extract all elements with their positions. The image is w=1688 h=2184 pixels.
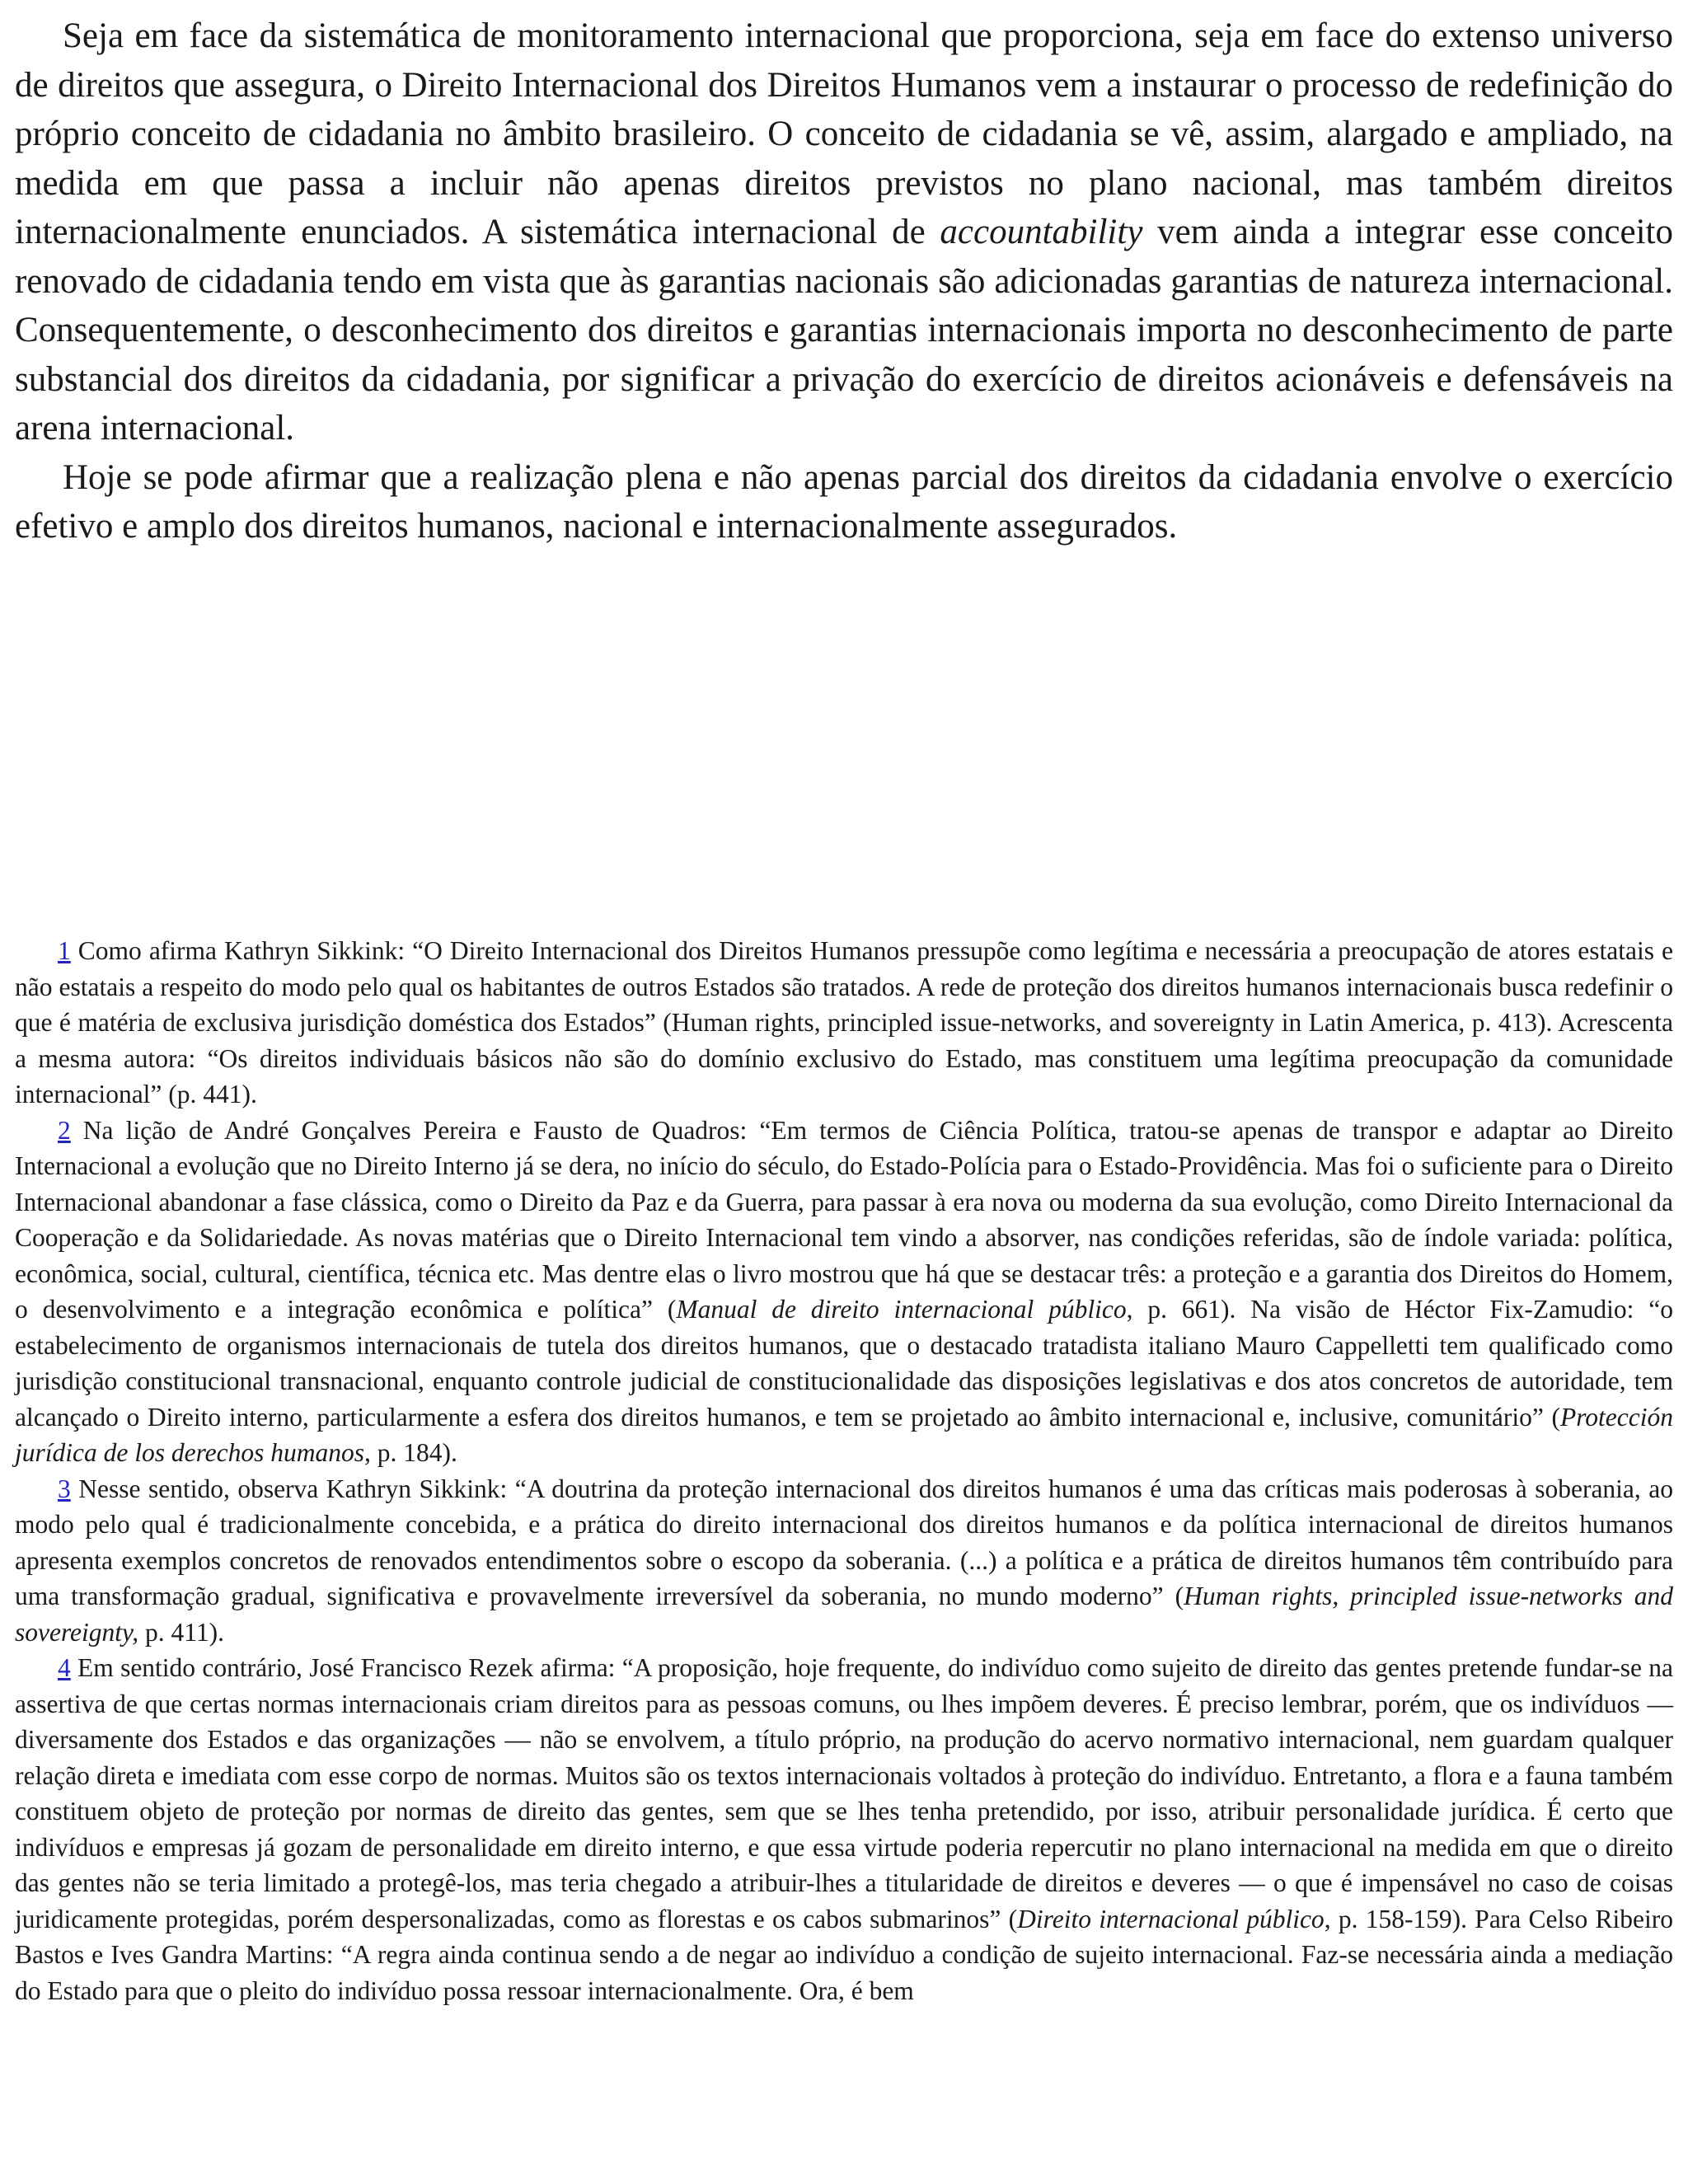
- footnote-1-text: Como afirma Kathryn Sikkink: “O Direito Internacional dos Direitos Humanos pressupõe como legítima e necessária a preocupação de atores estatais e não estatais a respeito do modo pelo qual os habitantes de outros Estados são tratados. A rede de proteção dos direitos humanos internacionais busca redefinir o que é matéria de exclusiva jurisdição doméstica dos Estados” (Human rights, principled issue-networks, and sovereignty in Latin America, p. 413). Acrescenta a mesma autora: “Os direitos individuais básicos não são do domínio exclusivo do Estado, mas constituem uma legítima preocupação da comunidade internacional” (p. 441).: [15, 936, 1673, 1108]
- paragraph-1-text-b: vem ainda a integrar esse conceito renovado de cidadania tendo em vista que às garantias nacionais são adicionadas garantias de natureza internacional. Consequentemente, o desconhecimento dos direitos e garantias internacionais importa no desconhecimento de parte substancial dos direitos da cidadania, por significar a privação do exercício de direitos acionáveis e defensáveis na arena internacional.: [15, 213, 1673, 448]
- footnote-2-title-b: Protección jurídica de los derechos humanos: [15, 1402, 1673, 1467]
- footnote-1-link[interactable]: 1: [58, 936, 71, 965]
- footnote-3-title: Human rights, principled issue-networks and sovereignty,: [15, 1582, 1673, 1647]
- footnote-4-link[interactable]: 4: [58, 1653, 71, 1682]
- footnote-3: [15, 1471, 1673, 1651]
- paragraph-1: [15, 12, 1673, 453]
- footnote-3-text-b: p. 411).: [138, 1617, 224, 1647]
- paragraph-1-italic: accountability: [940, 213, 1143, 251]
- footnote-3-link[interactable]: 3: [58, 1474, 71, 1503]
- footnote-4-text-a: Em sentido contrário, José Francisco Rezek afirma: “A proposição, hoje frequente, do indivíduo como sujeito de direito das gentes pretende fundar-se na assertiva de que certas normas internacionais criam direitos para as pessoas comuns, ou lhes impõem deveres. É preciso lembrar, porém, que os indivíduos — diversamente dos Estados e das organizações — não se envolvem, a título próprio, na produção do acervo normativo internacional, nem guardam qualquer relação direta e imediata com esse corpo de normas. Muitos são os textos internacionais voltados à proteção do indivíduo. Entretanto, a flora e a fauna também constituem objeto de proteção por normas de direito das gentes, sem que se lhes tenha pretendido, por isso, atribuir personalidade jurídica. É certo que indivíduos e empresas já gozam de personalidade em direito interno, e que essa virtude poderia repercutir no plano internacional na medida em que o direito das gentes não se teria limitado a protegê-los, mas teria chegado a atribuir-lhes a titularidade de direitos e deveres — o que é impensável no caso de coisas juridicamente protegidas, porém despersonalizadas, como as florestas e os cabos submarinos” (: [15, 1653, 1673, 1933]
- footnotes: [15, 933, 1673, 2008]
- footnote-4-text-b: , p. 158-159). Para Celso Ribeiro Bastos e Ives Gandra Martins: “A regra ainda continua sendo a de negar ao indivíduo a condição de sujeito internacional. Faz-se necessária ainda a mediação do Estado para que o pleito do indivíduo possa ressoar internacionalmente. Ora, é bem: [15, 1904, 1674, 2005]
- footnote-2-text-b: , p. 661). Na visão de Héctor Fix-Zamudio: “o estabelecimento de organismos internacionais de tutela dos direitos humanos, que o destacado tratadista italiano Mauro Cappelletti tem qualificado como jurisdição constitucional transnacional, enquanto controle judicial de constitucionalidade das disposições legislativas e dos atos concretos de autoridade, tem alcançado o Direito interno, particularmente a esfera dos direitos humanos, e tem se projetado ao âmbito internacional e, inclusive, comunitário” (: [15, 1295, 1673, 1432]
- paragraph-1-text-a: Seja em face da sistemática de monitoramento internacional que proporciona, seja em face do extenso universo de direitos que assegura, o Direito Internacional dos Direitos Humanos vem a instaurar o processo de redefinição do próprio conceito de cidadania no âmbito brasileiro. O conceito de cidadania se vê, assim, alargado e ampliado, na medida em que passa a incluir não apenas direitos previstos no plano nacional, mas também direitos internacionalmente enunciados. A sistemática internacional de: [15, 16, 1673, 251]
- footnote-3-text-a: Nesse sentido, observa Kathryn Sikkink: “A doutrina da proteção internacional dos direitos humanos é uma das críticas mais poderosas à soberania, ao modo pelo qual é tradicionalmente concebida, e a prática do direito internacional dos direitos humanos e da política internacional de direitos humanos apresenta exemplos concretos de renovados entendimentos sobre o escopo da soberania. (...) a política e a prática de direitos humanos têm contribuído para uma transformação gradual, significativa e provavelmente irreversível da soberania, no mundo moderno” (: [15, 1474, 1673, 1610]
- footnote-2: [15, 1113, 1673, 1471]
- main-text: [15, 12, 1673, 551]
- footnote-4: [15, 1650, 1673, 2008]
- footnote-2-link[interactable]: 2: [58, 1115, 71, 1145]
- footnote-2-title-a: Manual de direito internacional público: [676, 1295, 1127, 1324]
- footnote-4-title: Direito internacional público: [1017, 1904, 1325, 1933]
- footnote-2-text-c: , p. 184).: [364, 1438, 457, 1467]
- footnote-1: [15, 933, 1673, 1113]
- paragraph-2: Hoje se pode afirmar que a realização plena e não apenas parcial dos direitos da cidadania envolve o exercício efetivo e amplo dos direitos humanos, nacional e internacionalmente assegurados.: [15, 457, 1673, 546]
- footnote-2-text-a: Na lição de André Gonçalves Pereira e Fausto de Quadros: “Em termos de Ciência Política, tratou-se apenas de transpor e adaptar ao Direito Internacional a evolução que no Direito Interno já se dera, no início do século, do Estado-Polícia para o Estado-Providência. Mas foi o suficiente para o Direito Internacional abandonar a fase clássica, como o Direito da Paz e da Guerra, para passar à era nova ou moderna da sua evolução, como Direito Internacional da Cooperação e da Solidariedade. As novas matérias que o Direito Internacional tem vindo a absorver, nas condições referidas, são de índole variada: política, econômica, social, cultural, científica, técnica etc. Mas dentre elas o livro mostrou que há que se destacar três: a proteção e a garantia dos Direitos do Homem, o desenvolvimento e a integração econômica e política” (: [15, 1115, 1673, 1324]
